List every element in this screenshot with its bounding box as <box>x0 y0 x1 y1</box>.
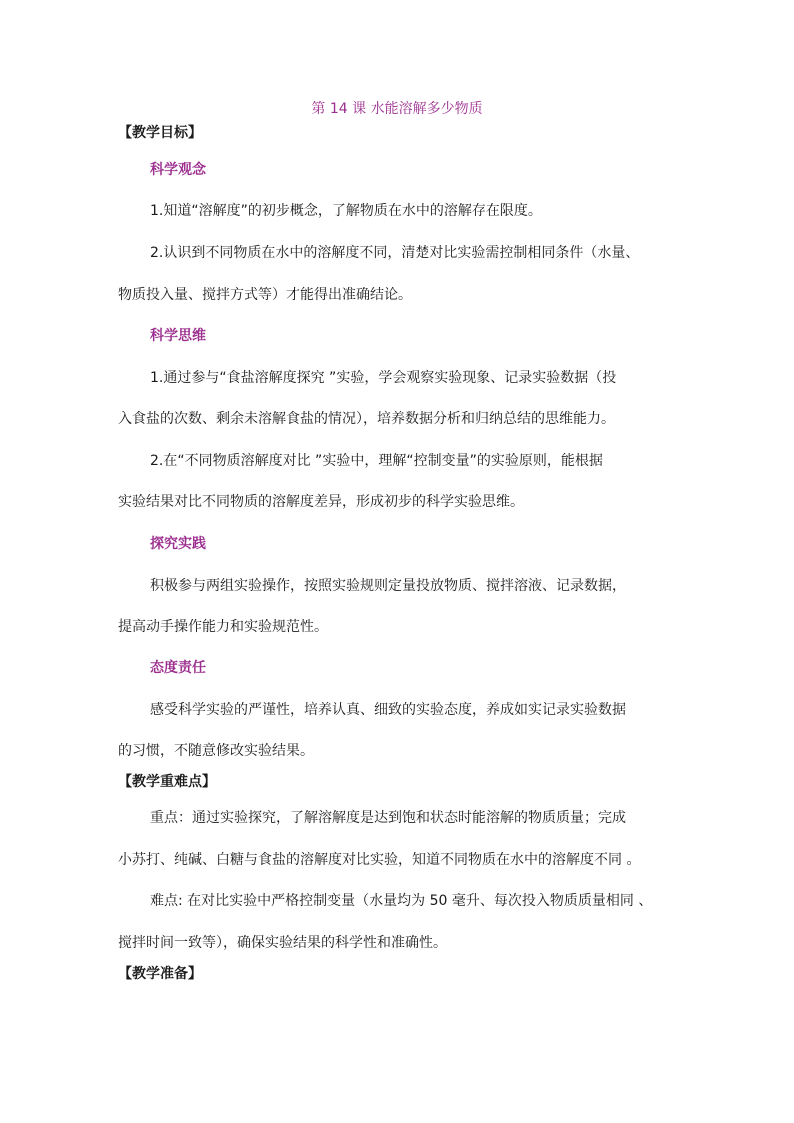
science-thinking-p1-line1: 1.通过参与“食盐溶解度探究 ”实验，学会观察实验现象、记录实验数据（投 <box>150 370 617 386</box>
science-thinking-p1-line2: 入食盐的次数、剩余未溶解食盐的情况），培养数据分析和归纳总结的思维能力。 <box>118 411 615 427</box>
science-concept-p1-line1: 1.知道“溶解度”的初步概念，了解物质在水中的溶解存在限度。 <box>150 203 542 219</box>
attitude-p1-line2: 的习惯，不随意修改实验结果。 <box>118 743 314 759</box>
key-points-p2-line2: 搅拌时间一致等），确保实验结果的科学性和准确性。 <box>118 935 447 951</box>
inquiry-practice-heading: 探究实践 <box>150 536 206 552</box>
science-concept-p2-line1: 2.认识到不同物质在水中的溶解度不同，清楚对比实验需控制相同条件（水量、 <box>150 245 640 261</box>
key-points-p1-line1: 重点：通过实验探究，了解溶解度是达到饱和状态时能溶解的物质质量；完成 <box>150 810 626 826</box>
key-points-heading: 【教学重难点】 <box>118 774 216 790</box>
science-thinking-heading: 科学思维 <box>150 328 206 344</box>
attitude-heading: 态度责任 <box>150 660 206 676</box>
preparation-heading: 【教学准备】 <box>118 966 202 982</box>
objectives-heading: 【教学目标】 <box>118 125 202 141</box>
science-thinking-p2-line1: 2.在“不同物质溶解度对比 ”实验中，理解“控制变量”的实验原则，能根据 <box>150 453 603 469</box>
key-points-p1-line2: 小苏打、纯碱、白糖与食盐的溶解度对比实验，知道不同物质在水中的溶解度不同 。 <box>118 852 641 868</box>
science-concept-p2-line2: 物质投入量、搅拌方式等）才能得出准确结论。 <box>118 287 412 303</box>
science-thinking-p2-line2: 实验结果对比不同物质的溶解度差异，形成初步的科学实验思维。 <box>118 494 524 510</box>
inquiry-practice-p1-line2: 提高动手操作能力和实验规范性。 <box>118 619 328 635</box>
inquiry-practice-p1-line1: 积极参与两组实验操作，按照实验规则定量投放物质、搅拌溶液、记录数据， <box>150 578 626 594</box>
key-points-p2-line1: 难点: 在对比实验中严格控制变量（水量均为 50 毫升、每次投入物质质量相同 、 <box>150 893 653 909</box>
lesson-title: 第 14 课 水能溶解多少物质 <box>311 101 483 117</box>
science-concept-heading: 科学观念 <box>150 162 206 178</box>
attitude-p1-line1: 感受科学实验的严谨性，培养认真、细致的实验态度，养成如实记录实验数据 <box>150 702 626 718</box>
